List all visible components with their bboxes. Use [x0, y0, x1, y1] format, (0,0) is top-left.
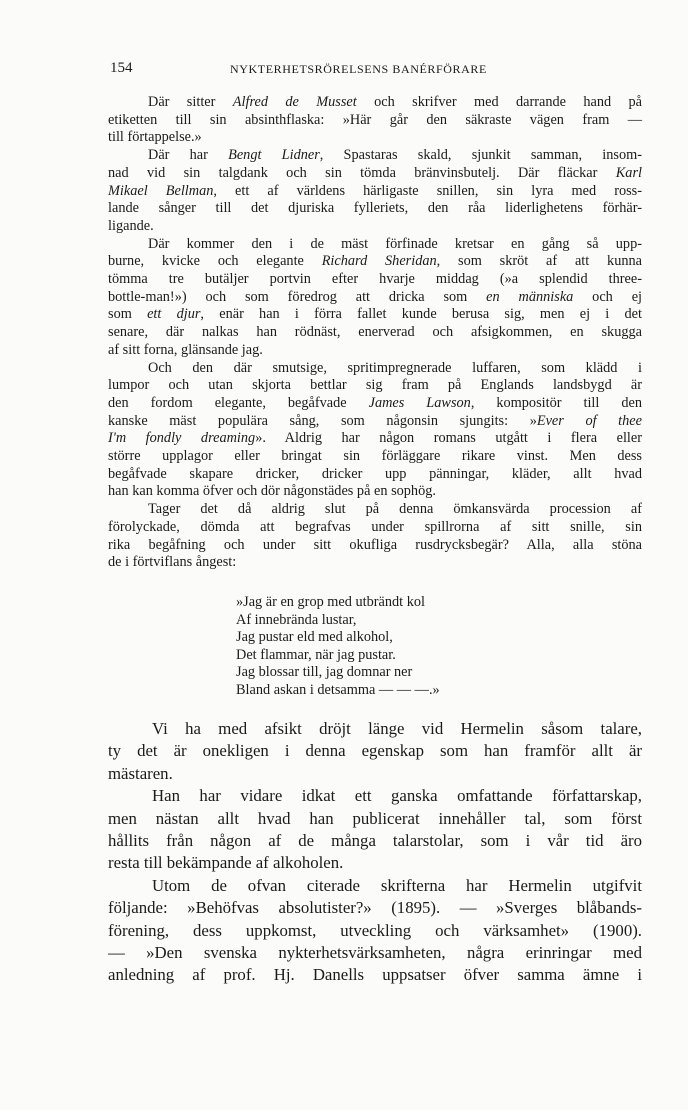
text-line: men nästan allt hvad han publicerat innehåller tal, som först: [108, 808, 642, 828]
text-line: Där sitter Alfred de Musset och skrifver med darrande hand på: [148, 94, 643, 110]
large-paragraph: [108, 785, 642, 875]
italic-name: Richard Sheridan: [321, 253, 437, 270]
text-line: etiketten till sin absinthflaska: »Här går den säkraste vägen fram —: [108, 111, 642, 128]
text-line: Tager det då aldrig slut på denna ömkansvärda procession af: [148, 501, 642, 518]
poem-line: Bland askan i detsamma — — —.»: [236, 681, 440, 698]
text-line: ty det är onekligen i denna egenskap som han framför allt är: [108, 741, 642, 761]
text-line: begåfvade skapare dricker, dricker upp pänningar, kläder, allt hvad: [108, 465, 642, 482]
small-paragraph: [108, 360, 642, 502]
text-line: burne, kvicke och elegante Richard Sheridan, som skröt af att kunna: [108, 253, 642, 270]
italic-name: ett djur: [147, 306, 201, 323]
italic-name: James Lawson: [368, 394, 471, 411]
text-line: anledning af prof. Hj. Danells uppsatser öfver samma ämne i: [108, 965, 642, 985]
text-line: — »Den svenska nykterhetsvärksamheten, några erinringar med: [108, 943, 642, 963]
text-line: Vi ha med afsikt dröjt länge vid Hermelin såsom talare,: [152, 719, 642, 738]
text-line: bottle-man!») och som föredrog att dricka som en människa och ej: [108, 288, 643, 305]
page-number: 154: [110, 60, 133, 76]
text-line: lumpor och utan skjorta bettlar sig fram på Englands landsbygd är: [108, 377, 642, 394]
text-line: I'm fondly dreaming». Aldrig har någon romans utgått i flera eller: [108, 430, 642, 447]
text-line: af sitt forna, glänsande jag.: [108, 341, 263, 358]
text-line: till förtappelse.»: [108, 129, 202, 146]
text-line: han kan komma öfver och dör någonstädes på en sophög.: [108, 483, 436, 500]
body-text-large: [108, 718, 642, 987]
text-line: Han har vidare idkat ett ganska omfattande författarskap,: [152, 786, 642, 806]
text-line: lande sånger till det djuriska fylleriets, den råa liderlighetens förhär-: [108, 200, 642, 217]
poem-line: Af innebrända lustar,: [236, 611, 357, 628]
poem-line: Jag blossar till, jag domnar ner: [236, 664, 413, 680]
text-line: hållits från någon af de många talarstolar, som i vår tid äro: [108, 831, 642, 851]
page-header: [110, 60, 640, 80]
italic-name: Karl: [615, 164, 642, 181]
small-paragraph: [108, 147, 642, 236]
small-paragraph: [108, 501, 642, 572]
italic-name: Ever of thee: [536, 412, 642, 429]
italic-name: Bengt Lidner: [228, 147, 320, 164]
italic-name: Alfred de Musset: [232, 94, 357, 110]
italic-name: I'm fondly dreaming: [108, 430, 256, 447]
text-line: nad vid sin talgdank och sin tömda bränvinsbutelj. Där fläckar Karl: [108, 164, 642, 181]
poem-line: Jag pustar eld med alkohol,: [236, 629, 393, 645]
text-line: den fordom elegante, begåfvade James Lawson, kompositör till den: [108, 394, 642, 411]
text-line: Mikael Bellman, ett af världens härligaste snillen, sin lyra med ross-: [108, 182, 642, 199]
italic-name: en människa: [486, 288, 574, 305]
text-line: Där har Bengt Lidner, Spastaras skald, sjunkit samman, insom-: [148, 147, 642, 164]
running-head: NYKTERHETSRÖRELSENS BANÉRFÖRARE: [230, 62, 487, 76]
poem-line: Det flammar, när jag pustar.: [236, 646, 396, 663]
text-line: förolyckade, dömda att begrafvas under spillrorna af sitt snille, sin: [108, 518, 642, 535]
text-line: de i förtviflans ångest:: [108, 554, 237, 571]
text-line: förening, dess uppkomst, utveckling och värksamhet» (1900).: [108, 920, 642, 940]
text-line: Och den där smutsige, spritimpregnerade luffaren, som klädd i: [148, 359, 642, 376]
body-text-small: [108, 94, 642, 572]
text-line: resta till bekämpande af alkoholen.: [108, 853, 344, 873]
poem-line: »Jag är en grop med utbrändt kol: [236, 594, 425, 610]
text-line: Där kommer den i de mäst förfinade kretsar en gång så upp-: [148, 235, 642, 252]
text-line: kanske mäst populära sång, som någonsin sjungits: »Ever of thee: [108, 412, 642, 429]
small-paragraph: [108, 94, 642, 147]
text-line: Utom de ofvan citerade skrifterna har Hermelin utgifvit: [152, 875, 642, 895]
text-line: större upplagor eller bringat sin förläggare rikare vinst. Men dess: [108, 448, 642, 465]
text-line: mästaren.: [108, 763, 173, 783]
text-line: rika begåfning och under sitt okufliga rusdrycksbegär? Alla, alla stöna: [108, 536, 642, 553]
large-paragraph: [108, 875, 642, 987]
text-line: tömma tre butäljer portvin efter hvarje middag (»a splendid three-: [108, 271, 642, 288]
italic-name: Mikael Bellman: [108, 182, 214, 199]
large-paragraph: [108, 718, 642, 785]
small-paragraph: [108, 236, 642, 360]
text-line: ligande.: [108, 217, 154, 234]
text-line: senare, där nalkas han rödnäst, enerverad och afsigkommen, en skugga: [108, 324, 642, 341]
text-line: som ett djur, enär han i förra fallet kunde berusa sig, men ej i det: [108, 306, 642, 323]
text-line: följande: »Behöfvas absolutister?» (1895). — »Sverges blåbands-: [108, 898, 642, 918]
poem-quote: [236, 594, 440, 699]
